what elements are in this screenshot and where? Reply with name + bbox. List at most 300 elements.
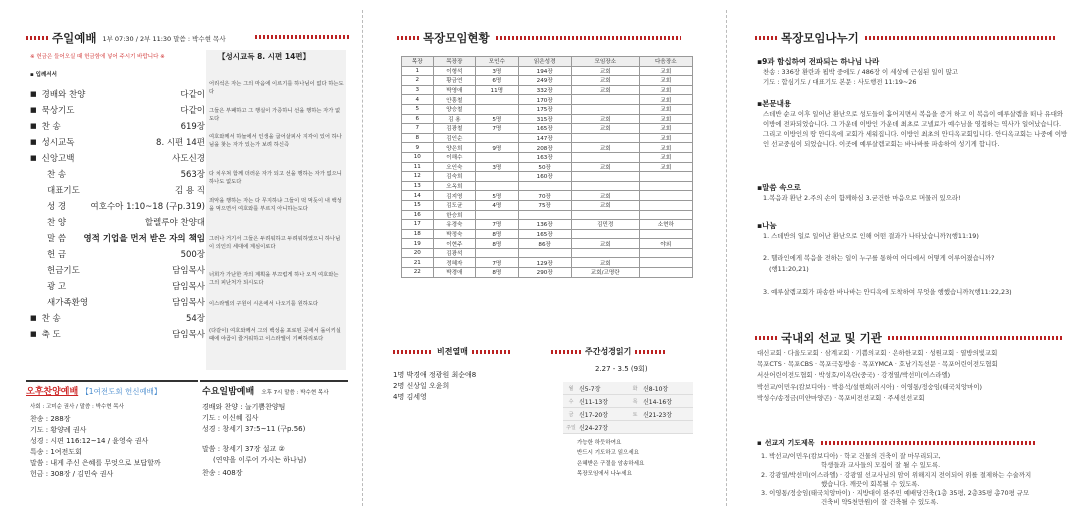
reading-note: 가능한 하듯하여요 xyxy=(577,440,622,446)
worship-order-item xyxy=(30,104,74,116)
table-cell: 김도균 xyxy=(433,200,475,210)
entering-label: ▪ 입례서서 xyxy=(30,72,57,78)
table-header: 모인수 xyxy=(476,57,518,67)
worship-order-name: 성시교독 xyxy=(41,138,75,148)
table-cell: 20 xyxy=(402,248,434,258)
table-cell: 황금연 xyxy=(433,76,475,86)
table-cell: 교회 xyxy=(571,258,639,268)
decor-stripe xyxy=(496,36,681,40)
worship-order-item xyxy=(30,88,85,100)
table-row xyxy=(402,239,693,249)
table-cell xyxy=(639,268,692,278)
afternoon-line: 찬송 : 288장 xyxy=(30,415,71,423)
afternoon-line: 기도 : 황양례 권사 xyxy=(30,425,87,434)
table-row xyxy=(402,162,693,172)
worship-order-name: 찬 송 xyxy=(47,170,67,180)
reading-cell: 신14-16장 xyxy=(643,398,673,406)
worship-order-item xyxy=(30,280,66,292)
table-cell: 9명 xyxy=(476,143,518,153)
table-cell: 17 xyxy=(402,220,434,230)
table-cell: 19 xyxy=(402,239,434,249)
litany-line: 여호와께서 하늘에서 인생을 굽어살피사 지각이 있어 하나님을 찾는 자가 있는가 보려 하신즉 xyxy=(209,134,342,148)
sunday-worship-header xyxy=(26,30,226,46)
table-cell: 교회 xyxy=(571,114,639,124)
table-cell: 교회 xyxy=(639,66,692,76)
table-cell: 70장 xyxy=(518,191,571,201)
lesson-lines xyxy=(763,68,958,88)
table-cell xyxy=(571,172,639,182)
table-row xyxy=(402,191,693,201)
table-cell: 김민정 xyxy=(571,220,639,230)
panel-cell-status xyxy=(363,0,726,516)
reading-cell: 수 xyxy=(568,398,574,405)
reading-header xyxy=(551,346,665,357)
worship-order-value: 김 용 직 xyxy=(174,186,205,196)
table-cell: 양은희 xyxy=(433,143,475,153)
table-cell: 교회 xyxy=(571,66,639,76)
table-cell: 양승철 xyxy=(433,104,475,114)
table-cell: 이해수 xyxy=(433,152,475,162)
divider xyxy=(26,380,198,382)
afternoon-header xyxy=(26,384,161,397)
share-head: ▪나눔 xyxy=(757,221,777,230)
summary-text: 스데반 순교 이후 일어난 환난으로 성도들이 흩어지면서 복음을 증거 하고 이 복음이 예루살렘을 떠나 유대와 이방에 전파되었습니다. 그 가운데 이방인 가운데 최초로 고넬료가 예수님을 영접하는 역사가 일어났습니다. 그리고 이방인의 땅 안디옥에 교회가 세워집니다. 이방인 최초의 안디옥교회입니다. 안디옥교회는 나중에 이방인 선교중심이 되었습니다. 이곳에 예루살렘교회는 바나바를 파송하여 성기게 합니다. xyxy=(763,110,1068,148)
share-question: 1. 스데반의 일로 일어난 환난으로 인해 어떤 결과가 나타났습니까?(행11:19) xyxy=(763,232,979,240)
table-row xyxy=(402,268,693,278)
prayer-line: 건축비 약5천만원)이 잘 건축될 수 있도록. xyxy=(821,498,939,507)
table-cell: 290장 xyxy=(518,268,571,278)
table-cell: 교회 xyxy=(571,162,639,172)
litany-line: 그러나 거기서 그들은 두려워하고 두려워하였으니 하나님이 의인의 세대에 계심이로다 xyxy=(209,236,341,250)
table-cell: 김광철 xyxy=(433,124,475,134)
litany-line: 너희가 가난한 자의 계획을 부끄럽게 하나 오직 여호와는 그의 피난처가 되시도다 xyxy=(209,272,339,286)
table-row xyxy=(402,152,693,162)
share-question: (행11:20,21) xyxy=(769,265,809,273)
table-cell xyxy=(571,229,639,239)
wednesday-sermon-sub: (연약을 이루어 가시는 하나님) xyxy=(213,456,307,464)
share-question: 2. 헬라인에게 복음을 전하는 일이 누구를 통하여 어디에서 어떻게 이루어졌습니까? xyxy=(763,254,995,262)
lesson-topic: ▪9과 함십하여 전파되는 하나님 나라 xyxy=(757,57,880,66)
table-cell xyxy=(476,95,518,105)
worship-order-row xyxy=(30,86,205,102)
bullet-icon: ■ xyxy=(30,122,37,130)
sunday-schedule: 1부 07:30 / 2부 11:30 말씀 : 박수현 목사 xyxy=(102,34,226,43)
table-cell: 7 xyxy=(402,124,434,134)
litany-line: 어리석은 자는 그의 마음에 이르기를 하나님이 없다 하는도다 xyxy=(209,81,344,95)
table-row xyxy=(402,114,693,124)
table-cell: 4 xyxy=(402,95,434,105)
worship-order-item xyxy=(30,120,61,132)
worship-order-item xyxy=(30,232,66,244)
table-cell xyxy=(476,133,518,143)
table-cell: 김지영 xyxy=(433,191,475,201)
table-cell: 이현주 xyxy=(433,239,475,249)
table-row xyxy=(402,66,693,76)
share-question: 3. 예루살렘교회가 파송한 바나바는 안디옥에 도착하여 무엇을 행했습니까?(행11:22,23) xyxy=(763,288,1012,296)
worship-order-value: 담임목사 xyxy=(172,298,205,308)
prayer-line: 학생들과 교사들의 모집이 잘 될 수 있도록. xyxy=(821,461,941,470)
worship-order-value: 담임목사 xyxy=(172,330,205,340)
table-cell: 교회 xyxy=(639,133,692,143)
worship-order-name: 성 경 xyxy=(47,202,67,212)
table-cell: 교회 xyxy=(639,85,692,95)
worship-order-value: 사도신경 xyxy=(172,154,205,164)
cell-status-title: 목장모임현황 xyxy=(423,31,490,45)
table-row xyxy=(402,229,693,239)
worship-order-row xyxy=(30,198,205,214)
table-cell: 오인숙 xyxy=(433,162,475,172)
bullet-icon: ■ xyxy=(30,138,37,146)
worship-order-row xyxy=(30,246,205,262)
worship-order-row xyxy=(30,294,205,310)
table-cell: 야외 xyxy=(639,239,692,249)
table-cell: 3 xyxy=(402,85,434,95)
table-cell: 교회 xyxy=(639,162,692,172)
mission-line: 박성수/송정금(미얀마양곤) · 목포비전선교회 · 주세선선교회 xyxy=(757,393,925,402)
worship-order-row xyxy=(30,166,205,182)
table-cell: 8명 xyxy=(476,229,518,239)
table-row xyxy=(402,76,693,86)
afternoon-host: 사회 : 고미순 권사 / 말씀 : 박수현 목사 xyxy=(30,404,124,410)
lesson-line: 기도 : 합심기도 / 대표기도 본문 : 사도행전 11:19~26 xyxy=(763,77,917,86)
litany-header: 【성시교독 8. 시편 14편】 xyxy=(218,52,311,61)
table-cell: 정혜자 xyxy=(433,258,475,268)
table-cell: 21 xyxy=(402,258,434,268)
wednesday-header xyxy=(202,384,329,397)
reading-schedule xyxy=(563,382,693,434)
worship-order-name: 찬 송 xyxy=(41,122,61,132)
panel-cell-sharing xyxy=(727,0,1091,516)
table-cell xyxy=(571,152,639,162)
table-cell: 이형석 xyxy=(433,66,475,76)
table-cell: 교회 xyxy=(639,124,692,134)
table-cell xyxy=(476,248,518,258)
worship-order-name: 경배와 찬양 xyxy=(41,90,86,100)
table-cell: 교회 xyxy=(639,152,692,162)
reading-row xyxy=(563,421,693,434)
prayer-list xyxy=(761,452,1031,508)
table-cell: 교회 xyxy=(639,143,692,153)
fruit-line: 2명 신상일 오윤희 xyxy=(393,381,450,390)
table-cell: 김숙희 xyxy=(433,172,475,182)
prayer-line: 3. 이영통/정숭임(태국치앙마이) · 지방대이 완주민 예배당건축(1층 35평, 2층35평 총70평 규모 xyxy=(761,489,1030,498)
table-cell: 6명 xyxy=(476,76,518,86)
wednesday-hymn: 찬송 : 408장 xyxy=(202,469,243,477)
table-row xyxy=(402,248,693,258)
table-cell: 160장 xyxy=(518,172,571,182)
reading-cell: 신24-27장 xyxy=(579,424,609,432)
reading-row xyxy=(563,408,693,421)
table-header: 다음장소 xyxy=(639,57,692,67)
table-cell xyxy=(639,191,692,201)
table-cell: 교회 xyxy=(639,114,692,124)
worship-order-name: 헌금기도 xyxy=(47,266,80,276)
mission-line: 서산어린이전도협회 · 박성호/이옥란(중국) · 강경열/박선미(이스라엘) xyxy=(757,371,951,380)
worship-order-row xyxy=(30,310,205,326)
worship-order-item xyxy=(30,264,80,276)
reading-row xyxy=(563,382,693,395)
table-cell: 18 xyxy=(402,229,434,239)
afternoon-line: 성경 : 시편 116:12~14 / 윤영숙 권사 xyxy=(30,436,149,445)
cell-sharing-title: 목장모임나누기 xyxy=(781,31,859,45)
worship-order-value: 619장 xyxy=(180,122,205,132)
fruit-lines xyxy=(393,370,476,403)
afternoon-offering: 헌금 : 308장 / 김민숙 권사 xyxy=(30,470,114,478)
afternoon-line: 특송 : 1여전도회 xyxy=(30,447,82,456)
table-cell: 15 xyxy=(402,200,434,210)
worship-order-row xyxy=(30,326,205,342)
table-cell: 170장 xyxy=(518,95,571,105)
table-cell xyxy=(639,229,692,239)
worship-order-item xyxy=(30,296,88,308)
table-cell xyxy=(476,172,518,182)
worship-order-item xyxy=(30,200,66,212)
afternoon-tag: 【1여전도회 헌신예배】 xyxy=(81,387,162,396)
wednesday-line: 기도 : 이신혜 집사 xyxy=(202,413,259,422)
worship-order-item xyxy=(30,184,80,196)
table-cell: 교회 xyxy=(571,76,639,86)
table-cell: 315장 xyxy=(518,114,571,124)
table-cell: 1 xyxy=(402,66,434,76)
mission-line: 대신교회 · 다울도교회 · 삼계교회 · 기쁨의교회 · 은하한교회 · 성원교회 · 열방의빛교회 xyxy=(757,349,998,357)
divider xyxy=(200,380,348,382)
reading-note: 은혜받은 구절을 암송하세요 xyxy=(577,460,645,467)
mission-title: 국내외 선교 및 기관 xyxy=(781,331,882,345)
table-cell: 교회 xyxy=(639,95,692,105)
table-cell: 8명 xyxy=(476,268,518,278)
bullet-icon: ■ xyxy=(30,314,37,322)
table-cell: 5 xyxy=(402,104,434,114)
worship-order-value: 563장 xyxy=(180,170,205,180)
reading-cell: 신5-7장 xyxy=(579,385,601,393)
table-cell: 한승희 xyxy=(433,210,475,220)
table-row xyxy=(402,143,693,153)
worship-order-name: 신앙고백 xyxy=(41,154,75,164)
reading-title: 주간성경읽기 xyxy=(585,347,632,356)
wednesday-sermon: 말씀 : 창세기 37장 설교 ② xyxy=(202,445,285,453)
mission-line: 목포CTS · 목포CBS · 목포극동방송 · 목포YMCA · 호남기독선문 · 목포어린이전도협회 xyxy=(757,360,998,369)
table-cell: 2 xyxy=(402,76,434,86)
worship-order-row xyxy=(30,134,205,150)
worship-order-row xyxy=(30,102,205,118)
table-cell: 165장 xyxy=(518,229,571,239)
worship-order-value: 할렐루야 찬양대 xyxy=(144,218,205,228)
table-cell: 86장 xyxy=(518,239,571,249)
table-cell: 11 xyxy=(402,162,434,172)
worship-order-item xyxy=(30,328,61,340)
table-row xyxy=(402,200,693,210)
worship-order-name: 광 고 xyxy=(47,282,67,292)
worship-order-name: 새가족환영 xyxy=(47,298,89,308)
table-row xyxy=(402,104,693,114)
cell-status-header xyxy=(397,30,681,46)
worship-order-row xyxy=(30,278,205,294)
reading-cell: 신11-13장 xyxy=(579,398,609,406)
afternoon-title: 오후찬양예배 xyxy=(26,387,79,397)
decor-stripe xyxy=(26,36,48,40)
table-cell: 8명 xyxy=(476,239,518,249)
litany-line: 그들은 부패하고 그 행실이 가증하니 선을 행하는 자가 없도다 xyxy=(209,108,341,122)
worship-order-row xyxy=(30,182,205,198)
worship-order-row xyxy=(30,230,205,246)
prayer-line: 1. 박선교/이민우(캄보디아) · 학교 건물의 건축이 잘 마무리되고, xyxy=(761,452,941,460)
table-cell: 9 xyxy=(402,143,434,153)
table-cell: 147장 xyxy=(518,133,571,143)
mission-line: 박선교/이민우(캄보디아) · 박용석/설현희(러시아) · 이영통/정숭임(태국치앙마이) xyxy=(757,382,982,391)
reading-cell: 주일 xyxy=(566,424,576,431)
table-cell: 194장 xyxy=(518,66,571,76)
table-row xyxy=(402,124,693,134)
prayer-line: 했습니다. 깨끗이 회복될 수 있도록. xyxy=(821,479,920,488)
table-cell: 7명 xyxy=(476,258,518,268)
reading-cell: 신21-23장 xyxy=(643,411,673,419)
worship-order-value: 다같이 xyxy=(180,106,205,116)
litany-line: 이스라엘의 구원이 시온에서 나오기를 원하도다 xyxy=(209,301,319,307)
table-row xyxy=(402,258,693,268)
fruit-header xyxy=(393,346,512,357)
table-cell: 교회 xyxy=(639,76,692,86)
table-cell: 7명 xyxy=(476,124,518,134)
worship-order-list xyxy=(30,86,205,342)
worship-order-row xyxy=(30,118,205,134)
worship-order-name: 대표기도 xyxy=(47,186,80,196)
table-cell: 3명 xyxy=(476,66,518,76)
worship-order-item xyxy=(30,136,74,148)
worship-order-name: 축 도 xyxy=(41,330,61,340)
wednesday-line: 경배와 찬양 : 늘기쁨찬양팀 xyxy=(202,403,286,411)
wednesday-time: 오후 7시 말씀 : 박수현 목사 xyxy=(261,390,329,396)
table-cell xyxy=(571,210,639,220)
bullet-icon: ■ xyxy=(30,330,37,338)
afternoon-lines xyxy=(30,414,148,457)
fruit-line: 1명 박경애 정광원 최순애8 xyxy=(393,371,477,379)
cell-status-table xyxy=(401,56,693,278)
table-cell: 75장 xyxy=(518,200,571,210)
reading-cell: 화 xyxy=(632,385,638,392)
table-cell: 175장 xyxy=(518,104,571,114)
table-cell: 교회 xyxy=(571,200,639,210)
offering-note: ※ 헌금은 들어오실 때 헌금함에 넣어 주시기 바랍니다 ※ xyxy=(30,54,165,60)
worship-order-name: 찬 양 xyxy=(47,218,67,228)
mission-list xyxy=(757,348,998,404)
table-cell: 박경애 xyxy=(433,268,475,278)
table-cell xyxy=(571,104,639,114)
worship-order-value: 8. 시편 14편 xyxy=(156,138,205,148)
table-cell xyxy=(639,210,692,220)
table-cell: 6 xyxy=(402,114,434,124)
worship-order-row xyxy=(30,262,205,278)
panel-sunday-worship xyxy=(0,0,362,516)
wednesday-lines xyxy=(202,402,305,435)
reading-cell: 월 xyxy=(568,385,574,392)
table-cell: 3명 xyxy=(476,162,518,172)
worship-order-name: 묵상기도 xyxy=(41,106,75,116)
worship-order-value: 여호수아 1:10~18 (구p.319) xyxy=(90,202,205,212)
decor-stripe xyxy=(397,36,419,40)
decor-stripe xyxy=(255,35,350,39)
table-cell: 10 xyxy=(402,152,434,162)
worship-order-item xyxy=(30,152,74,164)
worship-order-row xyxy=(30,150,205,166)
table-cell xyxy=(571,181,639,191)
worship-order-item xyxy=(30,216,66,228)
table-cell xyxy=(639,200,692,210)
afternoon-sermon: 말씀 : 내게 주신 은혜를 무엇으로 보답할까 xyxy=(30,459,161,467)
bullet-icon: ■ xyxy=(30,106,37,114)
fruit-title: 비전열매 xyxy=(437,347,468,356)
table-cell: 7명 xyxy=(476,220,518,230)
table-cell: 5명 xyxy=(476,114,518,124)
table-cell: 208장 xyxy=(518,143,571,153)
reading-notes xyxy=(577,438,644,480)
table-cell xyxy=(476,210,518,220)
litany-line: (다같이) 여호와께서 그의 백성을 포로된 곳에서 돌이키실 때에 야곱이 즐거워하고 이스라엘이 기뻐하리로다 xyxy=(209,328,341,342)
worship-order-name: 헌 금 xyxy=(47,250,67,260)
table-cell: 129장 xyxy=(518,258,571,268)
table-header: 읽은성경 xyxy=(518,57,571,67)
worship-order-value: 담임목사 xyxy=(172,266,205,276)
reading-cell: 신8-10장 xyxy=(643,385,669,393)
table-row xyxy=(402,172,693,182)
table-row xyxy=(402,210,693,220)
table-cell xyxy=(476,181,518,191)
table-cell: 안흥철 xyxy=(433,95,475,105)
worship-order-value: 500장 xyxy=(180,250,205,260)
table-cell: 136장 xyxy=(518,220,571,230)
table-cell: 14 xyxy=(402,191,434,201)
reading-cell: 금 xyxy=(568,411,574,418)
table-cell: 박영애 xyxy=(433,85,475,95)
table-cell: 교회 xyxy=(571,124,639,134)
table-cell: 5명 xyxy=(476,191,518,201)
prayer-header: ▪ 선교지 기도제목 xyxy=(757,438,1036,448)
worship-order-item xyxy=(30,248,66,260)
table-row xyxy=(402,220,693,230)
litany-line: 다 치우쳐 함께 더러운 자가 되고 선을 행하는 자가 없으니 하나도 없도다 xyxy=(209,171,342,185)
table-cell xyxy=(639,258,692,268)
table-header: 목장장 xyxy=(433,57,475,67)
table-cell: 165장 xyxy=(518,124,571,134)
table-cell: 교회 xyxy=(571,239,639,249)
table-cell xyxy=(639,172,692,182)
table-cell: 오옥희 xyxy=(433,181,475,191)
table-cell xyxy=(476,152,518,162)
table-cell xyxy=(571,248,639,258)
table-cell: 50장 xyxy=(518,162,571,172)
worship-order-value: 54장 xyxy=(185,314,205,324)
table-cell: 16 xyxy=(402,210,434,220)
table-cell: 교회 xyxy=(639,104,692,114)
table-cell: 12 xyxy=(402,172,434,182)
summary-head: ▪본문내용 xyxy=(757,99,792,108)
wednesday-title: 수요일밤예배 xyxy=(202,387,255,397)
bullet-icon: ■ xyxy=(30,90,37,98)
litany-line: 죄악을 행하는 자는 다 무지하냐 그들이 떡 먹듯이 내 백성을 먹으면서 여호와를 부르지 아니하는도다 xyxy=(209,198,342,212)
mission-header xyxy=(755,330,1063,346)
table-cell: 김 용 xyxy=(433,114,475,124)
sunday-worship-title: 주일예배 xyxy=(52,31,97,45)
word-text: 1.복음과 환난 2.주의 손이 함께하심 3.굳건한 마음으로 머물러 있으라! xyxy=(763,194,961,202)
table-cell: 4명 xyxy=(476,200,518,210)
worship-order-value: 영적 기업을 먼저 받은 자의 책임 xyxy=(83,234,205,244)
worship-order-item xyxy=(30,168,66,180)
bullet-icon: ■ xyxy=(30,154,37,162)
reading-cell: 토 xyxy=(632,411,638,418)
table-cell: 8 xyxy=(402,133,434,143)
table-cell xyxy=(639,248,692,258)
table-cell: 김광석 xyxy=(433,248,475,258)
table-cell xyxy=(518,210,571,220)
